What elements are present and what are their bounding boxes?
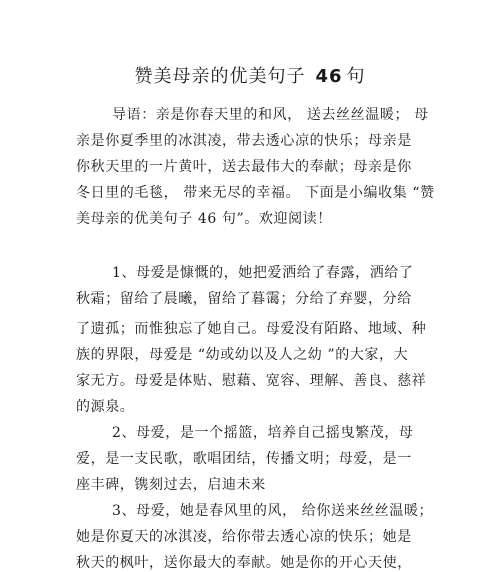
title-suffix: 句 (346, 66, 366, 87)
paragraph-3-line-2: 她是你夏天的冰淇凌，给你带去透心凉的快乐；她是 (76, 529, 412, 545)
paragraph-2-line-2: 爱，是一支民歌，歌唱团结，传播文明；母爱，是一 (76, 451, 412, 467)
paragraph-1-line-1: 1、母爱是慷慨的，她把爱洒给了春露，洒给了 (112, 265, 414, 281)
paragraph-1-line-5: 家无方。母爱是体贴、慰藉、宽容、理解、善良、慈祥 (76, 373, 427, 389)
paragraph-1-line-6: 的源泉。 (76, 399, 135, 415)
paragraph-3-line-3: 秋天的枫叶，送你最大的奉献。她是你的开心天使， (76, 555, 412, 571)
paragraph-1-line-2: 秋霜；留给了晨曦，留给了暮霭；分给了弃婴，分给 (76, 291, 412, 307)
paragraph-1-line-4: 族的界限，母爱是 “幼或幼以及人之幼 ”的大家，大 (76, 347, 409, 363)
document-title (0, 62, 500, 88)
intro-line-3: 你秋天里的一片黄叶，送去最伟大的奉献；母亲是你 (76, 159, 412, 175)
paragraph-3-line-1: 3、母爱，她是春风里的风， 给你送来丝丝温暖； (112, 503, 434, 519)
intro-line-5: 美母亲的优美句子 46 句”。欢迎阅读！ (76, 211, 332, 227)
paragraph-2-line-3: 座丰碑，镌刻过去，启迪未来 (76, 477, 266, 493)
intro-line-4: 冬日里的毛毯， 带来无尽的幸福。 下面是小编收集 “赞 (76, 185, 435, 201)
intro-line-2: 亲是你夏季里的冰淇凌，带去透心凉的快乐；母亲是 (76, 133, 412, 149)
title-text: 赞美母亲的优美句子 (134, 66, 306, 87)
paragraph-2-line-1: 2、母爱，是一个摇篮，培养自己摇曳繁茂，母 (112, 425, 414, 441)
intro-line-1: 导语：亲是你春天里的和风， 送去丝丝温暖； 母 (112, 107, 429, 123)
paragraph-1-line-3: 了遗孤；而惟独忘了她自己。母爱没有陌路、地域、种 (76, 321, 427, 337)
title-number: 46 (315, 66, 343, 87)
